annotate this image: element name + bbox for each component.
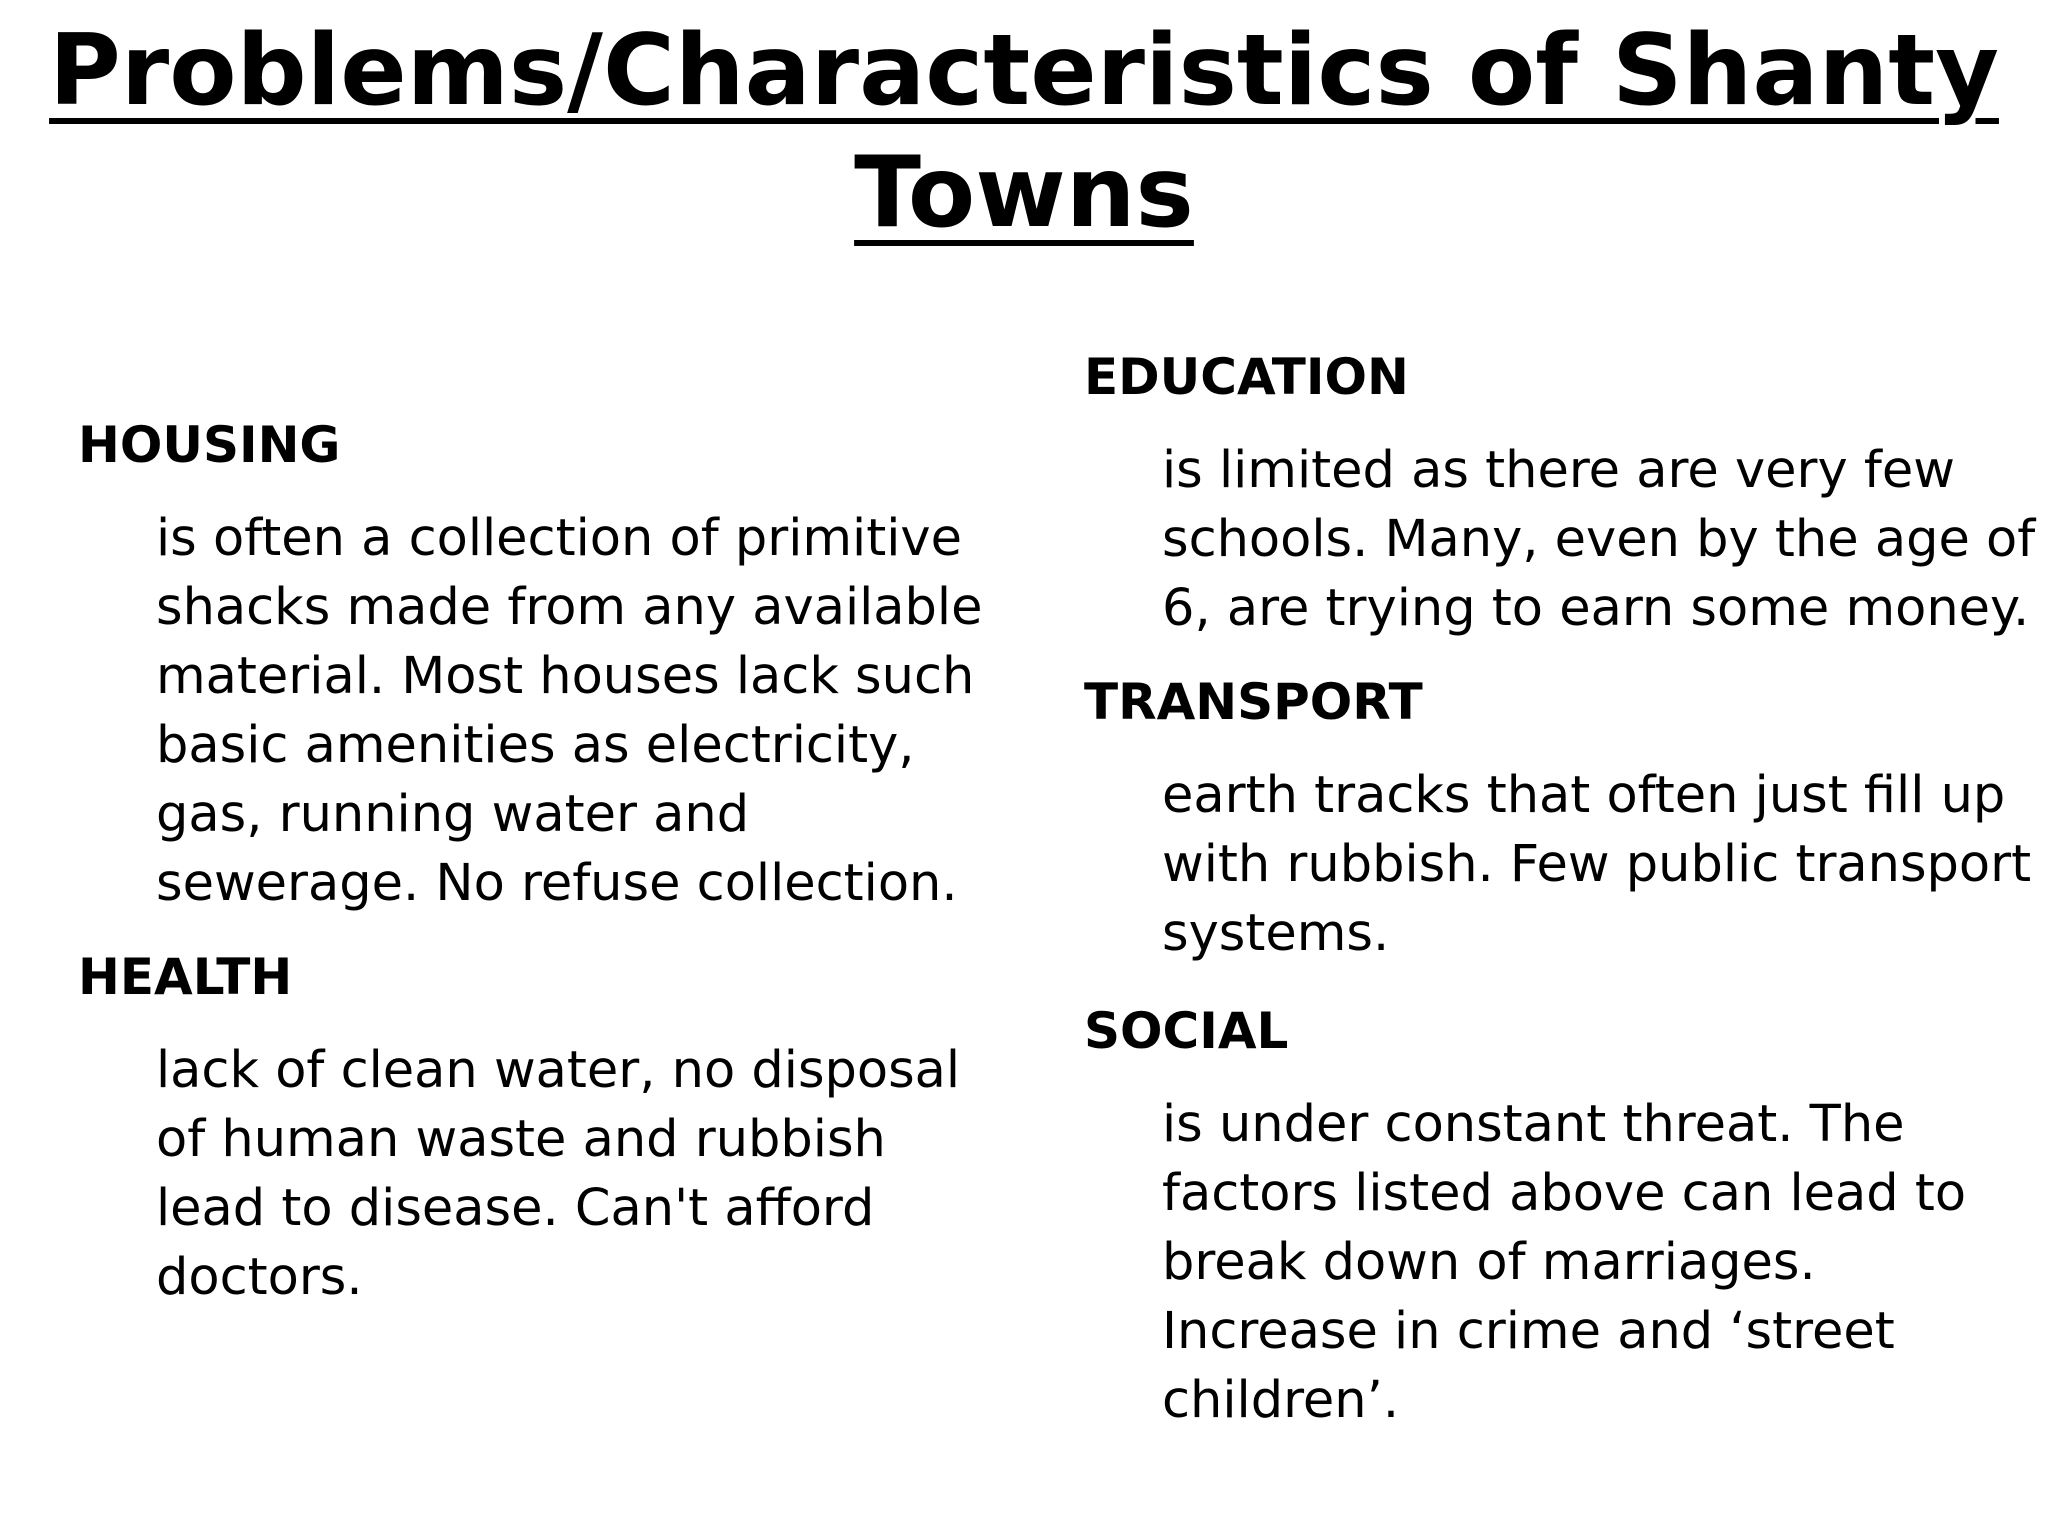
education-section: [1084, 342, 2036, 643]
social-heading: SOCIAL: [1084, 1002, 1289, 1060]
transport-text: earth tracks that often just fill up with rubbish. Few public transport systems.: [1162, 766, 2032, 963]
social-text: is under constant threat. The factors listed above can lead to break down of marriages. Increase in crime and ‘street children’.: [1162, 1095, 1967, 1430]
education-text: is limited as there are very few schools. Many, even by the age of 6, are trying to earn some money.: [1162, 441, 2036, 638]
transport-section: [1084, 667, 2032, 968]
health-heading: HEALTH: [78, 948, 293, 1006]
education-heading: EDUCATION: [1084, 348, 1409, 406]
page-title: [0, 10, 2048, 254]
title-line-1: Problems/Characteristics of Shanty: [49, 14, 1999, 128]
right-column: [1084, 342, 2036, 1435]
health-section: [78, 942, 998, 1312]
health-text: lack of clean water, no disposal of human waste and rubbish lead to disease. Can't afford doctors.: [156, 1041, 961, 1307]
left-column: [78, 410, 998, 1312]
transport-heading: TRANSPORT: [1084, 673, 1423, 731]
housing-heading: HOUSING: [78, 416, 341, 474]
housing-text: is often a collection of primitive shacks made from any available material. Most houses lack such basic amenities as electricity, gas, running water and sewerage. No refuse collection.: [156, 509, 983, 913]
social-section: [1084, 996, 2004, 1435]
title-line-2: Towns: [854, 136, 1194, 250]
housing-section: [78, 410, 998, 918]
